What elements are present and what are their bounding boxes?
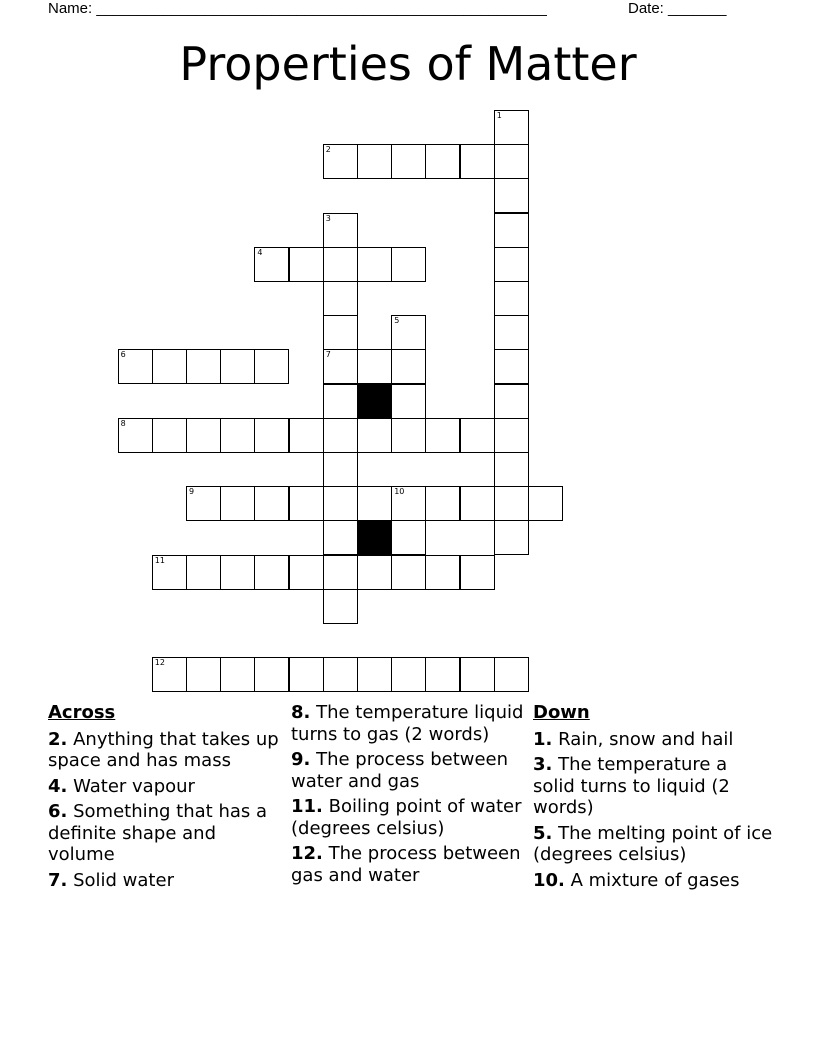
clue-number: 12 [154,658,165,668]
grid-cell[interactable] [460,657,495,692]
grid-cell[interactable] [494,520,529,555]
grid-cell[interactable] [323,520,358,555]
grid-cell[interactable] [494,418,529,453]
grid-cell[interactable] [460,418,495,453]
grid-cell[interactable] [289,247,324,282]
grid-cell[interactable] [323,589,358,624]
clue-across-7: 7. Solid water [48,869,174,891]
grid-cell[interactable] [494,213,529,248]
grid-cell[interactable] [220,486,255,521]
grid-cell[interactable] [323,213,358,248]
grid-cell[interactable] [357,657,392,692]
grid-cell[interactable] [323,349,358,384]
grid-cell[interactable] [323,486,358,521]
grid-cell[interactable] [186,349,221,384]
grid-cell[interactable] [460,486,495,521]
grid-cell[interactable] [186,555,221,590]
grid-cell[interactable] [220,555,255,590]
grid-cell[interactable] [186,657,221,692]
grid-cell[interactable] [460,555,495,590]
grid-cell[interactable] [254,486,289,521]
grid-cell[interactable] [323,452,358,487]
grid-cell[interactable] [152,349,187,384]
grid-cell[interactable] [289,486,324,521]
grid-cell[interactable] [391,349,426,384]
grid-cell[interactable] [528,486,563,521]
clue-number: 1 [496,111,502,120]
grid-cell[interactable] [460,144,495,179]
grid-cell[interactable] [323,657,358,692]
grid-cell[interactable] [391,144,426,179]
date-field-label: Date: _______ [628,0,727,17]
grid-cell[interactable] [289,418,324,453]
clue-number: 6 [120,350,126,360]
grid-block [357,520,392,555]
grid-cell[interactable] [494,144,529,179]
clue-number: 5 [394,316,400,326]
grid-cell[interactable] [220,349,255,384]
grid-cell[interactable] [494,486,529,521]
grid-cell[interactable] [494,452,529,487]
clue-number: 7 [325,350,331,360]
grid-cell[interactable] [494,178,529,213]
clue-across-6: 6. Something that has a definite shape and volume [48,801,268,865]
clue-number: 3 [325,213,331,223]
page-title: Properties of Matter [179,37,637,91]
grid-cell[interactable] [494,349,529,384]
grid-block [357,384,392,419]
clue-down-3: 3. The temperature a solid turns to liquid (2 words) [533,754,730,818]
grid-cell[interactable] [323,144,358,179]
grid-cell[interactable] [357,349,392,384]
down-heading: Down [533,702,590,723]
grid-cell[interactable] [186,486,221,521]
grid-cell[interactable] [323,315,358,350]
grid-cell[interactable] [323,247,358,282]
grid-cell[interactable] [391,555,426,590]
grid-cell[interactable] [391,315,426,350]
clue-across-11: 11. Boiling point of water (degrees celsius) [291,796,522,839]
grid-cell[interactable] [118,349,153,384]
grid-cell[interactable] [152,657,187,692]
grid-cell[interactable] [254,657,289,692]
across-clues-column-1 [48,702,288,895]
down-clues-column [533,702,773,895]
clue-across-4: 4. Water vapour [48,775,195,797]
grid-cell[interactable] [425,144,460,179]
grid-cell[interactable] [357,144,392,179]
grid-cell[interactable] [425,657,460,692]
grid-cell[interactable] [494,657,529,692]
clue-number: 8 [120,418,126,428]
grid-cell[interactable] [494,281,529,316]
grid-cell[interactable] [494,247,529,282]
grid-cell[interactable] [254,349,289,384]
grid-cell[interactable] [118,418,153,453]
clue-down-5: 5. The melting point of ice (degrees celsius) [533,822,773,865]
grid-cell[interactable] [494,384,529,419]
grid-cell[interactable] [289,657,324,692]
across-clues-column-2 [291,702,531,890]
grid-cell[interactable] [494,110,529,145]
clue-across-2: 2. Anything that takes up space and has mass [48,728,279,771]
grid-cell[interactable] [323,555,358,590]
grid-cell[interactable] [254,247,289,282]
grid-cell[interactable] [357,418,392,453]
grid-cell[interactable] [323,281,358,316]
clue-down-1: 1. Rain, snow and hail [533,728,734,750]
clue-across-9: 9. The process between water and gas [291,749,509,792]
grid-cell[interactable] [425,555,460,590]
clue-number: 2 [325,145,331,155]
clue-number: 4 [257,247,263,257]
grid-cell[interactable] [220,657,255,692]
grid-cell[interactable] [425,486,460,521]
grid-cell[interactable] [391,486,426,521]
grid-cell[interactable] [323,384,358,419]
grid-cell[interactable] [425,418,460,453]
name-field-label: Name: ______________________________________________________ [48,0,547,17]
clue-number: 9 [189,487,195,497]
grid-cell[interactable] [391,418,426,453]
grid-cell[interactable] [152,555,187,590]
grid-cell[interactable] [254,555,289,590]
grid-cell[interactable] [152,418,187,453]
grid-cell[interactable] [254,418,289,453]
grid-cell[interactable] [186,418,221,453]
clue-across-8: 8. The temperature liquid turns to gas (2 words) [291,702,524,745]
grid-cell[interactable] [391,657,426,692]
clue-across-12: 12. The process between gas and water [291,843,521,886]
grid-cell[interactable] [391,520,426,555]
grid-cell[interactable] [323,418,358,453]
grid-cell[interactable] [357,555,392,590]
grid-cell[interactable] [357,247,392,282]
clue-number: 11 [154,555,165,565]
clue-down-10: 10. A mixture of gases [533,869,740,891]
grid-cell[interactable] [289,555,324,590]
grid-cell[interactable] [391,247,426,282]
grid-cell[interactable] [220,418,255,453]
clue-number: 10 [394,487,405,497]
grid-cell[interactable] [391,384,426,419]
across-heading: Across [48,702,116,723]
grid-cell[interactable] [494,315,529,350]
grid-cell[interactable] [357,486,392,521]
